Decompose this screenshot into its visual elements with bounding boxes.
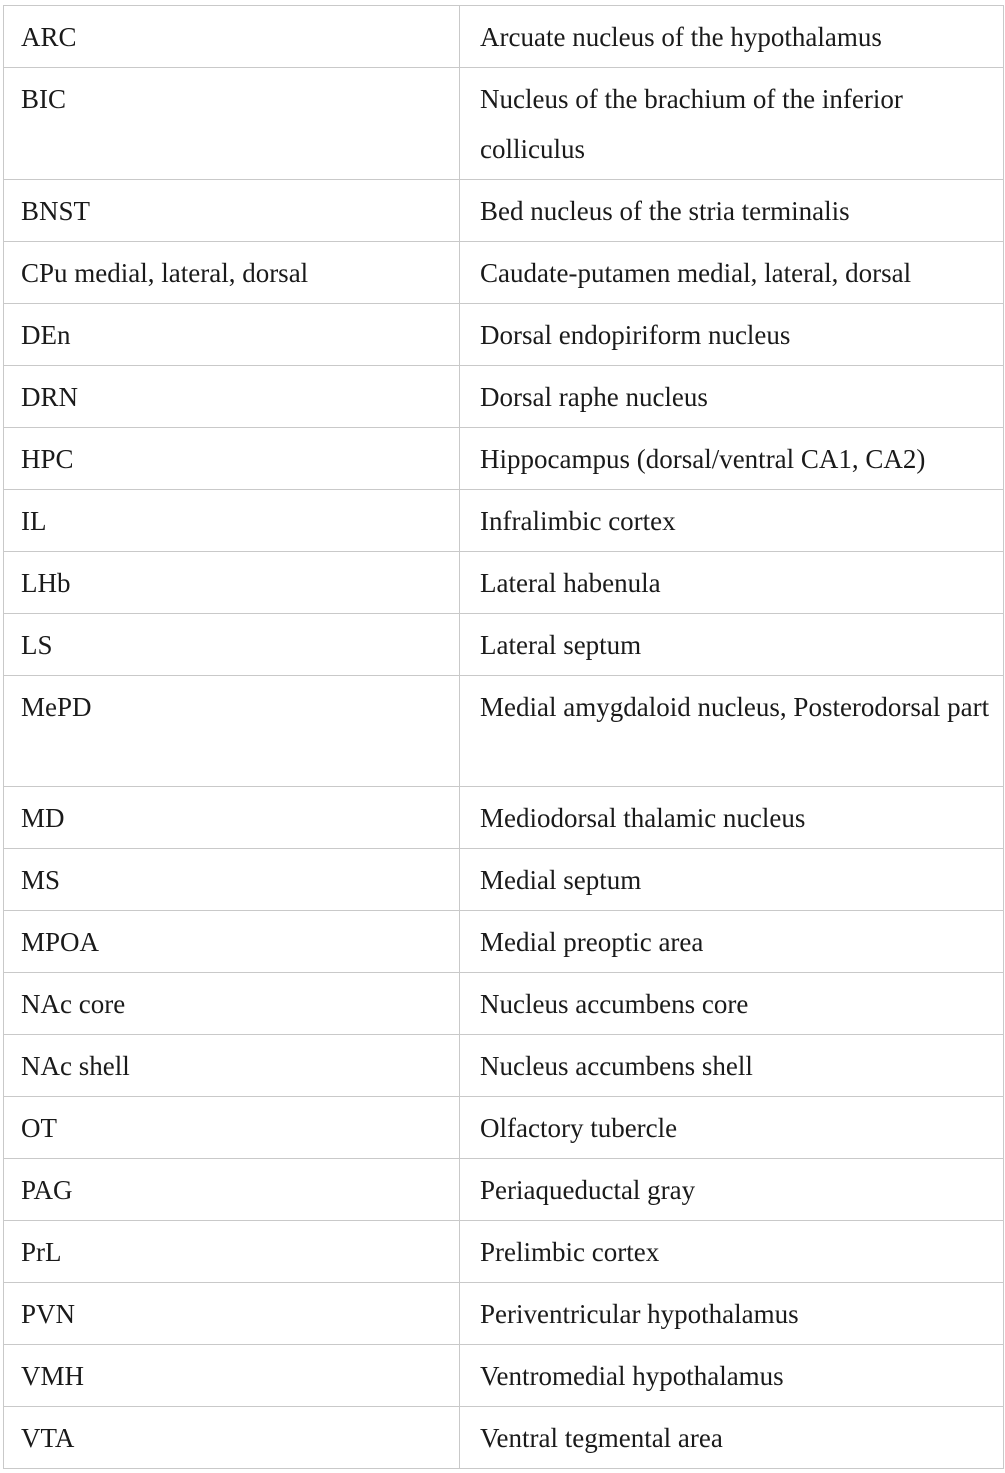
abbreviation-cell: MS [4,849,460,911]
definition-cell: Prelimbic cortex [460,1221,1004,1283]
table-row [4,68,1004,180]
table-row [4,973,1004,1035]
abbreviation-cell: LHb [4,552,460,614]
definition-cell: Bed nucleus of the stria terminalis [460,180,1004,242]
table-row [4,180,1004,242]
abbreviation-cell: ARC [4,6,460,68]
table-row [4,428,1004,490]
table-row [4,1407,1004,1469]
table-row [4,787,1004,849]
table-row [4,849,1004,911]
table-row [4,490,1004,552]
abbreviation-cell: OT [4,1097,460,1159]
definition-cell: Nucleus of the brachium of the inferior colliculus [460,68,1004,180]
definition-cell: Ventromedial hypothalamus [460,1345,1004,1407]
definition-cell: Infralimbic cortex [460,490,1004,552]
table-row [4,676,1004,787]
definition-cell: Olfactory tubercle [460,1097,1004,1159]
definition-cell: Hippocampus (dorsal/ventral CA1, CA2) [460,428,1004,490]
abbreviation-cell: NAc core [4,973,460,1035]
abbreviation-cell: VMH [4,1345,460,1407]
table-row [4,1159,1004,1221]
abbreviation-cell: DRN [4,366,460,428]
definition-cell: Ventral tegmental area [460,1407,1004,1469]
table-row [4,1345,1004,1407]
abbreviation-cell: HPC [4,428,460,490]
table-row [4,304,1004,366]
definition-cell: Dorsal raphe nucleus [460,366,1004,428]
definition-cell: Medial preoptic area [460,911,1004,973]
table-row [4,552,1004,614]
abbreviation-cell: MD [4,787,460,849]
table-row [4,911,1004,973]
table-row [4,1035,1004,1097]
abbreviation-cell: LS [4,614,460,676]
table-row [4,1221,1004,1283]
abbreviation-cell: NAc shell [4,1035,460,1097]
definition-cell: Arcuate nucleus of the hypothalamus [460,6,1004,68]
abbreviation-cell: IL [4,490,460,552]
definition-cell: Nucleus accumbens core [460,973,1004,1035]
abbreviation-cell: MePD [4,676,460,787]
table-row [4,242,1004,304]
abbreviations-table [3,5,1004,1469]
abbreviation-cell: VTA [4,1407,460,1469]
abbreviation-cell: BNST [4,180,460,242]
definition-cell: Caudate-putamen medial, lateral, dorsal [460,242,1004,304]
definition-cell: Lateral septum [460,614,1004,676]
table-row [4,1283,1004,1345]
definition-cell: Medial amygdaloid nucleus, Posterodorsal part [460,676,1004,787]
abbreviation-cell: PAG [4,1159,460,1221]
abbreviation-cell: PVN [4,1283,460,1345]
definition-cell: Periventricular hypothalamus [460,1283,1004,1345]
definition-cell: Mediodorsal thalamic nucleus [460,787,1004,849]
abbreviation-cell: DEn [4,304,460,366]
abbreviation-cell: CPu medial, lateral, dorsal [4,242,460,304]
definition-cell: Dorsal endopiriform nucleus [460,304,1004,366]
table-row [4,1097,1004,1159]
table-row [4,366,1004,428]
definition-cell: Nucleus accumbens shell [460,1035,1004,1097]
table-row [4,614,1004,676]
abbreviation-cell: MPOA [4,911,460,973]
definition-cell: Periaqueductal gray [460,1159,1004,1221]
definition-cell: Lateral habenula [460,552,1004,614]
abbreviation-cell: BIC [4,68,460,180]
table-row [4,6,1004,68]
abbreviation-cell: PrL [4,1221,460,1283]
table-body [4,6,1004,1469]
definition-cell: Medial septum [460,849,1004,911]
